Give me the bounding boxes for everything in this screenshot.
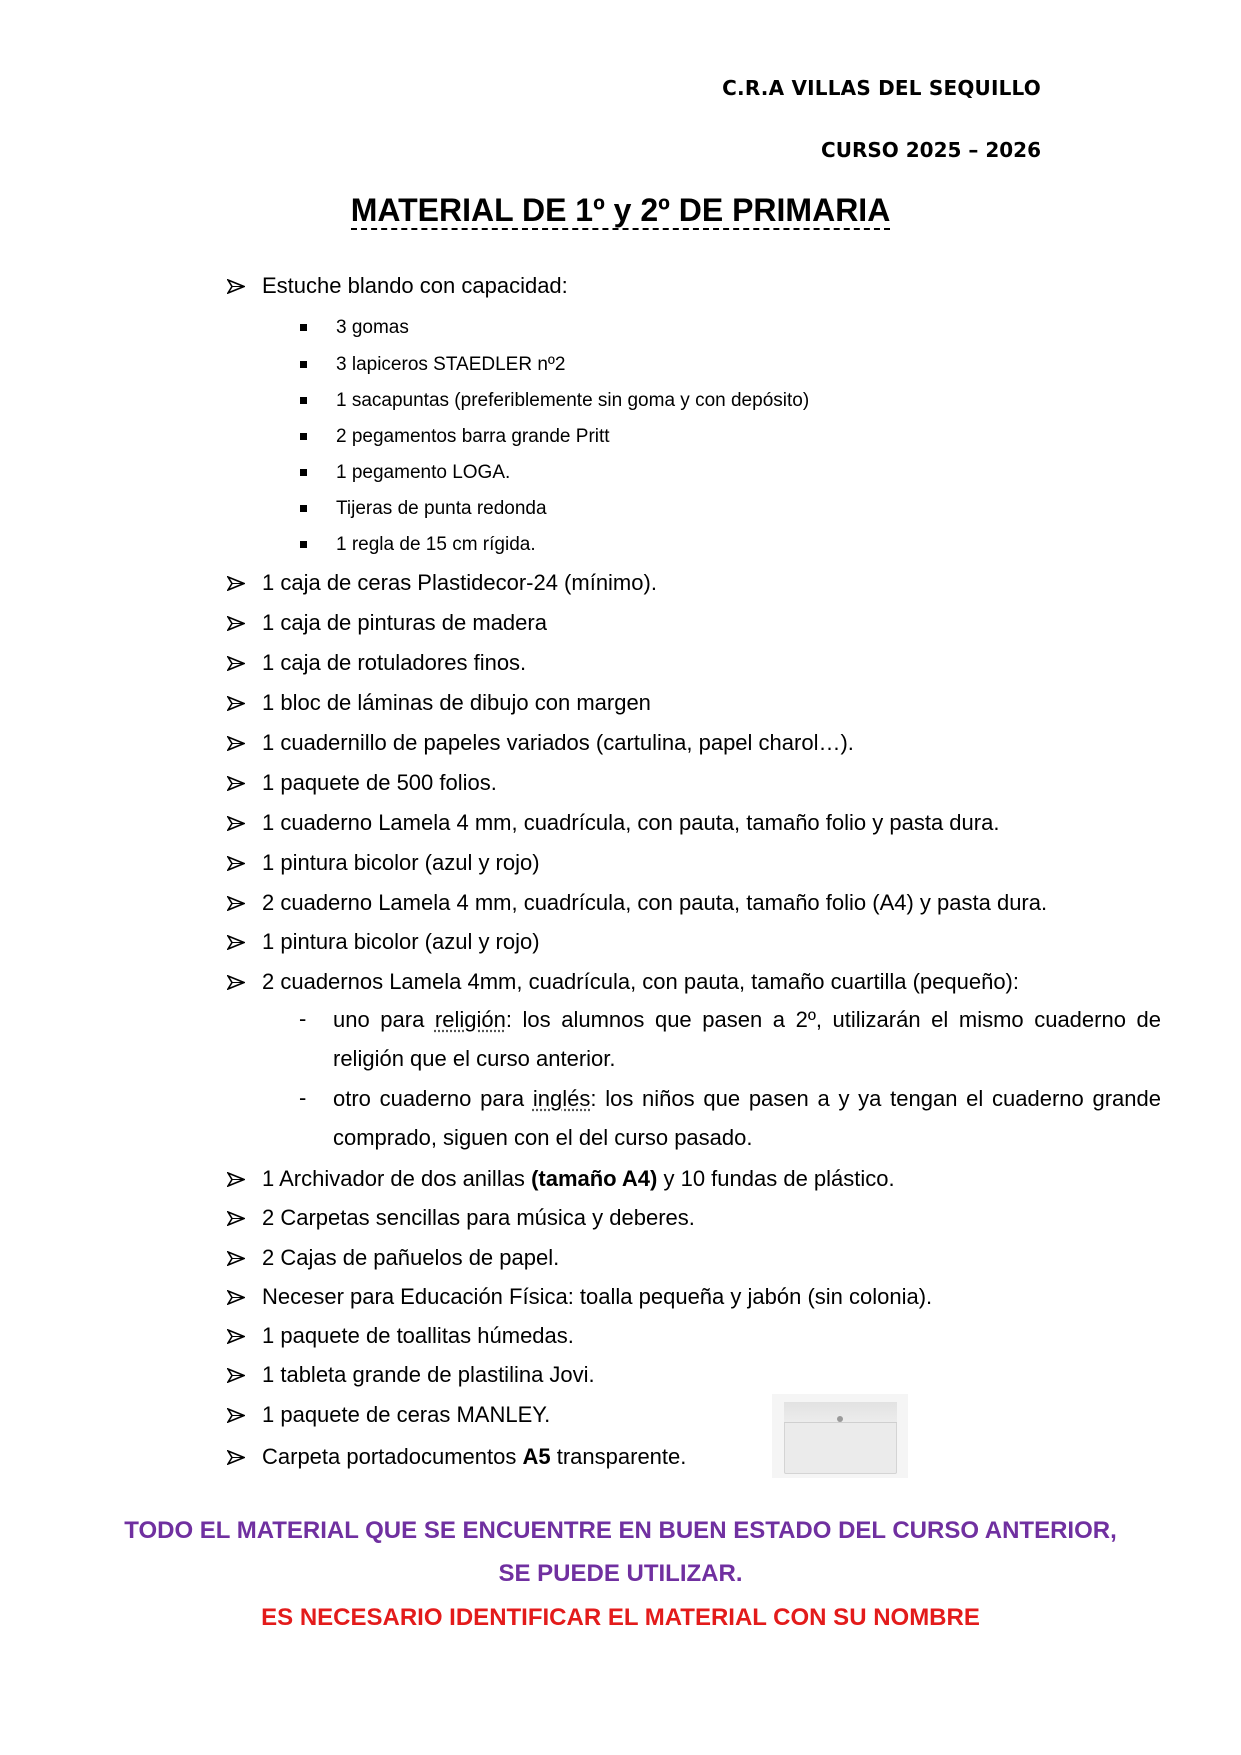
arrow-bullet-icon	[227, 650, 245, 676]
arrow-bullet-icon	[227, 1245, 245, 1271]
arrow-bullet-icon	[227, 1444, 245, 1470]
arrow-bullet-icon	[227, 929, 245, 955]
arrow-bullet-icon	[227, 1402, 245, 1428]
square-bullet-icon	[300, 433, 307, 440]
school-name: C.R.A VILLAS DEL SEQUILLO	[722, 76, 1041, 100]
arrow-bullet-icon	[227, 610, 245, 636]
square-bullet-icon	[300, 361, 307, 368]
arrow-bullet-icon	[227, 570, 245, 596]
arrow-bullet-icon	[227, 810, 245, 836]
arrow-bullet-icon	[227, 1166, 245, 1192]
notice-line-2: SE PUEDE UTILIZAR.	[498, 1560, 743, 1587]
arrow-bullet-icon	[227, 890, 245, 916]
arrow-bullet-icon	[227, 1362, 245, 1388]
square-bullet-icon	[300, 324, 307, 331]
document-folder-image	[772, 1394, 908, 1478]
square-bullet-icon	[300, 541, 307, 548]
square-bullet-icon	[300, 505, 307, 512]
arrow-bullet-icon	[227, 1284, 245, 1310]
square-bullet-icon	[300, 397, 307, 404]
square-bullet-icon	[300, 469, 307, 476]
arrow-bullet-icon	[227, 1323, 245, 1349]
arrow-bullet-icon	[227, 1205, 245, 1231]
arrow-bullet-icon	[227, 969, 245, 995]
arrow-bullet-icon	[227, 850, 245, 876]
arrow-bullet-icon	[227, 730, 245, 756]
arrow-bullet-icon	[227, 770, 245, 796]
notice-line-1: TODO EL MATERIAL QUE SE ENCUENTRE EN BUEN ESTADO DEL CURSO ANTERIOR,	[124, 1517, 1117, 1544]
page-title: MATERIAL DE 1º y 2º DE PRIMARIA	[350, 192, 891, 228]
arrow-bullet-icon	[227, 690, 245, 716]
arrow-bullet-icon	[227, 273, 245, 299]
course-year: CURSO 2025 – 2026	[821, 138, 1041, 162]
notice-line-3: ES NECESARIO IDENTIFICAR EL MATERIAL CON SU NOMBRE	[261, 1604, 980, 1631]
